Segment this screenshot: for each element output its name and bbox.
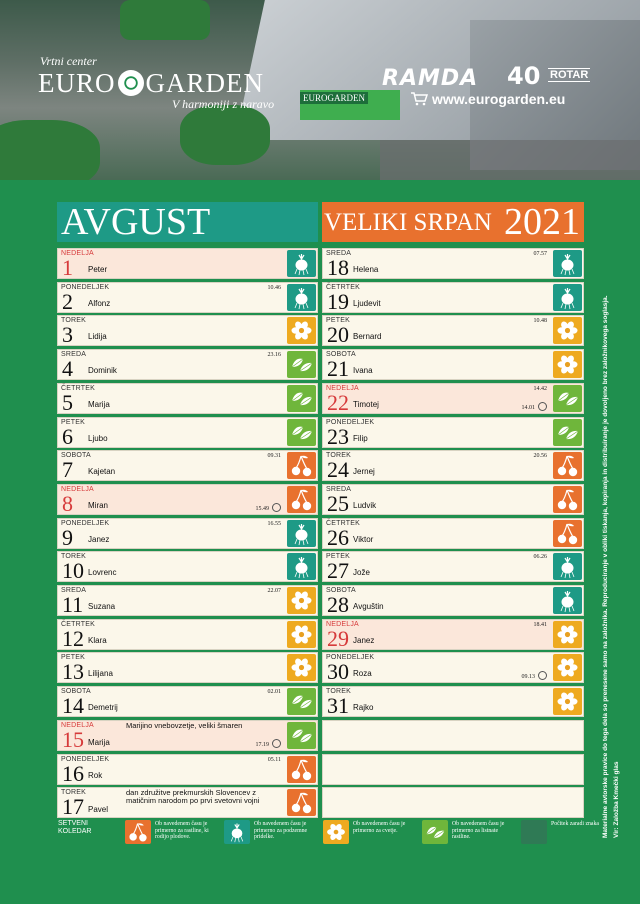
weekday-label: NEDELJA: [326, 620, 359, 628]
flower-icon: [287, 317, 316, 344]
day-row: [322, 551, 584, 582]
day-row: [57, 652, 318, 683]
day-row: [322, 686, 584, 717]
day-row: [57, 282, 318, 313]
weekday-label: ČETRTEK: [326, 519, 360, 527]
day-row: [57, 248, 318, 279]
day-row: [57, 585, 318, 616]
day-row: [57, 349, 318, 380]
sowing-time: 09.31: [267, 453, 281, 460]
year: 2021: [504, 201, 580, 243]
fruit-icon: [553, 486, 582, 513]
weekday-label: SOBOTA: [326, 351, 356, 359]
legend-text: Počitek zaradi znaka: [551, 821, 599, 827]
name-day: Pavel: [88, 805, 109, 815]
name-day: Roza: [353, 669, 372, 679]
day-row: [322, 383, 584, 414]
flower-icon: [323, 820, 349, 844]
name-day: Alfonz: [88, 298, 111, 308]
brand-prefix: Vrtni center: [40, 54, 97, 68]
moon-phase-icon: [272, 739, 281, 748]
leaf-icon: [287, 351, 316, 378]
name-day: Janez: [88, 534, 110, 544]
moon-phase-time: 15.49: [255, 505, 269, 512]
day-row: [322, 585, 584, 616]
empty-day-row: [322, 754, 584, 785]
weekday-label: SOBOTA: [61, 688, 91, 696]
weekday-label: TOREK: [61, 317, 86, 325]
day-number: 19: [327, 288, 349, 314]
weekday-label: SREDA: [61, 351, 87, 359]
brand-logo: [38, 54, 274, 112]
moon-phase-icon: [272, 503, 281, 512]
day-number: 4: [62, 356, 73, 382]
anniversary-logo: 40: [507, 62, 541, 90]
name-day: Klara: [88, 635, 107, 645]
weekday-label: SOBOTA: [326, 587, 356, 594]
leaf-icon: [287, 385, 316, 412]
side-note: [588, 240, 640, 840]
root-icon: [287, 553, 316, 580]
trees: [0, 120, 100, 180]
day-number: 21: [327, 356, 349, 382]
empty-day-row: [322, 720, 584, 751]
name-day: Dominik: [88, 366, 117, 376]
root-icon: [553, 250, 582, 277]
weekday-label: NEDELJA: [326, 384, 359, 392]
source-note: Vir: Založba Kmečki glas: [613, 761, 620, 838]
day-number: 23: [327, 423, 349, 449]
sponsor-logo: RAMDA: [382, 66, 479, 91]
weekday-label: SREDA: [326, 250, 352, 257]
day-number: 22: [327, 389, 349, 415]
holiday-note: dan združitve prekmurskih Slovencev z matičnim narodom po prvi svetovni vojni: [126, 788, 260, 806]
weekday-label: ČETRTEK: [326, 283, 360, 291]
leaf-icon: [422, 820, 448, 844]
moon-phase-icon: [538, 402, 547, 411]
root-icon: [287, 284, 316, 311]
name-day: Kajetan: [88, 467, 116, 477]
name-day: Rajko: [353, 703, 374, 713]
name-day: Timotej: [353, 399, 379, 409]
day-row: [57, 315, 318, 346]
name-day: Jernej: [353, 467, 375, 477]
day-number: 25: [327, 490, 349, 516]
weekday-label: TOREK: [326, 452, 351, 460]
sowing-time: 22.07: [267, 588, 281, 594]
day-number: 20: [327, 322, 349, 348]
name-day: Suzana: [88, 602, 116, 611]
day-row: [57, 383, 318, 414]
root-icon: [553, 284, 582, 311]
building-sign: EUROGARDEN: [300, 92, 368, 104]
legend-text: Ob navedenem času je primerno za cvetje.: [353, 821, 406, 834]
day-number: 1: [62, 255, 73, 280]
day-row: [57, 518, 318, 549]
month-subtitle: VELIKI SRPAN: [324, 209, 492, 236]
fruit-icon: [553, 452, 582, 479]
weekday-label: SREDA: [61, 587, 87, 594]
moon-phase-icon: [538, 671, 547, 680]
day-row: [322, 315, 584, 346]
leaf-icon: [553, 419, 582, 446]
name-day: Ljubo: [88, 433, 108, 443]
day-row: [57, 787, 318, 818]
weekday-label: PONEDELJEK: [61, 519, 110, 527]
flower-icon: [553, 351, 582, 378]
day-number: 2: [62, 288, 73, 314]
empty-day-row: [322, 787, 584, 818]
weekday-label: PONEDELJEK: [326, 654, 375, 662]
greenhouse: [120, 0, 210, 40]
sowing-time: 05.11: [267, 756, 281, 763]
root-icon: [224, 820, 250, 844]
day-row: [322, 248, 584, 279]
day-row: [57, 720, 318, 751]
name-day: Bernard: [353, 332, 382, 342]
name-day: Peter: [88, 265, 108, 274]
sowing-calendar-legend: [57, 818, 599, 852]
header-photo: [0, 0, 640, 180]
weekday-label: PONEDELJEK: [61, 283, 110, 291]
name-day: Ljudevit: [353, 298, 381, 308]
name-day: Ivana: [353, 366, 373, 376]
leaf-icon: [287, 722, 316, 749]
name-day: Miran: [88, 500, 109, 510]
fruit-icon: [125, 820, 151, 844]
legend-title: SETVENI KOLEDAR: [58, 820, 92, 835]
root-icon: [553, 587, 582, 614]
fruit-icon: [287, 789, 316, 816]
day-row: [57, 686, 318, 717]
moon-phase-time: 17.19: [255, 741, 269, 748]
brand-name: [38, 69, 274, 97]
day-number: 3: [62, 322, 73, 348]
brand-slogan: V harmoniji z naravo: [172, 97, 275, 111]
day-row: [322, 417, 584, 448]
sowing-time: 02.01: [267, 689, 281, 696]
name-day: Marija: [88, 737, 110, 747]
flower-icon: [553, 317, 582, 344]
day-number: 13: [62, 659, 84, 685]
root-icon: [287, 250, 316, 277]
sowing-time: 18.41: [533, 621, 547, 628]
sponsor2-logo: ROTAR: [550, 69, 589, 81]
day-row: [57, 619, 318, 650]
weekday-label: PETEK: [61, 418, 85, 426]
day-number: 7: [62, 457, 73, 483]
weekday-label: NEDELJA: [61, 721, 94, 729]
name-day: Lidija: [88, 332, 107, 342]
name-day: Rok: [88, 770, 103, 780]
name-day: Lilijana: [88, 669, 113, 679]
sowing-time: 10.46: [267, 284, 281, 291]
weekday-label: ČETRTEK: [61, 384, 95, 392]
day-number: 28: [327, 592, 349, 617]
day-row: [322, 619, 584, 650]
flower-icon: [553, 688, 582, 715]
day-number: 26: [327, 524, 349, 550]
day-row: [57, 417, 318, 448]
day-number: 6: [62, 423, 73, 449]
day-number: 30: [327, 659, 349, 685]
month-title: AVGUST: [57, 202, 318, 242]
name-day: Avguštin: [353, 602, 384, 611]
day-number: 9: [62, 524, 73, 550]
weekday-label: TOREK: [326, 688, 351, 696]
day-row: [322, 282, 584, 313]
day-row: [322, 652, 584, 683]
sowing-time: 14.42: [533, 385, 547, 392]
fruit-icon: [287, 756, 316, 783]
day-number: 10: [62, 558, 84, 584]
name-day: Lovrenc: [88, 568, 117, 578]
day-number: 15: [62, 726, 84, 752]
moon-phase-time: 09.13: [521, 674, 535, 681]
fruit-icon: [287, 452, 316, 479]
day-row: [57, 450, 318, 481]
moon-phase-time: 14.01: [521, 404, 535, 411]
weekday-label: PONEDELJEK: [61, 755, 110, 763]
sowing-time: 16.55: [267, 520, 281, 527]
day-number: 5: [62, 389, 73, 415]
parking-lot: [380, 140, 640, 180]
day-number: 17: [62, 794, 84, 820]
day-number: 12: [62, 625, 84, 651]
day-row: [322, 518, 584, 549]
sowing-time: 20.56: [533, 453, 547, 460]
name-day: Marija: [88, 399, 110, 409]
day-number: 27: [327, 558, 349, 584]
root-icon: [287, 520, 316, 547]
weekday-label: PONEDELJEK: [326, 418, 375, 426]
flower-icon: [287, 621, 316, 648]
day-number: 14: [62, 693, 84, 719]
day-number: 16: [62, 760, 84, 786]
flower-logo-icon: [118, 70, 144, 96]
legend-text: Ob navedenem času je primerno za rastline, ki rodijo plodove.: [155, 821, 209, 840]
day-number: 29: [327, 625, 349, 651]
weekday-label: TOREK: [61, 553, 86, 561]
legend-text: Ob navedenem času je primerno za podzemne pridelke.: [254, 821, 308, 840]
name-day: Ludvik: [353, 500, 377, 510]
name-day: Viktor: [353, 534, 374, 544]
flower-icon: [287, 587, 316, 614]
name-day: Demetrij: [88, 703, 118, 713]
weekday-label: PETEK: [326, 317, 350, 325]
copyright-note: Materialne avtorske pravice do tega dela so prenesene samo na založnika. Reproduciranje v obliki tiskanja, kopiranja in distribuiranje je dovoljeno brez založnikovega soglasja.: [602, 295, 609, 838]
name-day: Janez: [353, 635, 375, 645]
fruit-icon: [287, 486, 316, 513]
flower-icon: [553, 654, 582, 681]
shopping-cart-icon: [410, 92, 428, 106]
sowing-time: 07.57: [533, 251, 547, 257]
sowing-time: 10.48: [533, 318, 547, 325]
root-icon: [553, 553, 582, 580]
day-row: [57, 754, 318, 785]
flower-icon: [553, 621, 582, 648]
leaf-icon: [287, 688, 316, 715]
day-row: [57, 551, 318, 582]
name-day: Helena: [353, 265, 379, 274]
day-row: [322, 484, 584, 515]
weekday-label: ČETRTEK: [61, 620, 95, 628]
leaf-icon: [287, 419, 316, 446]
day-number: 31: [327, 693, 349, 719]
weekday-label: SOBOTA: [61, 452, 91, 460]
weekday-label: TOREK: [61, 789, 86, 797]
weekday-label: PETEK: [61, 654, 85, 662]
day-number: 8: [62, 490, 73, 516]
day-row: [322, 349, 584, 380]
rest-icon: [521, 820, 547, 844]
name-day: Jože: [353, 568, 370, 578]
month-subtitle-bar: [322, 202, 584, 242]
day-number: 18: [327, 255, 349, 280]
day-number: 11: [62, 592, 84, 617]
weekday-label: NEDELJA: [61, 250, 94, 257]
brand-name-a: EURO: [38, 68, 116, 98]
weekday-label: PETEK: [326, 553, 350, 561]
day-row: [57, 484, 318, 515]
weekday-label: NEDELJA: [61, 485, 94, 493]
trees: [180, 105, 270, 165]
flower-icon: [287, 654, 316, 681]
day-row: [322, 450, 584, 481]
legend-text: Ob navedenem času je primerno za listnate rastline.: [452, 821, 505, 840]
holiday-note: Marijino vnebovzetje, veliki šmaren: [126, 720, 243, 730]
leaf-icon: [553, 385, 582, 412]
fruit-icon: [553, 520, 582, 547]
brand-name-b: GARDEN: [145, 68, 264, 98]
name-day: Filip: [353, 433, 368, 443]
weekday-label: SREDA: [326, 485, 352, 493]
website-link[interactable]: www.eurogarden.eu: [432, 91, 566, 107]
day-number: 24: [327, 457, 349, 483]
sowing-time: 06.26: [533, 554, 547, 561]
sowing-time: 23.16: [267, 352, 281, 359]
